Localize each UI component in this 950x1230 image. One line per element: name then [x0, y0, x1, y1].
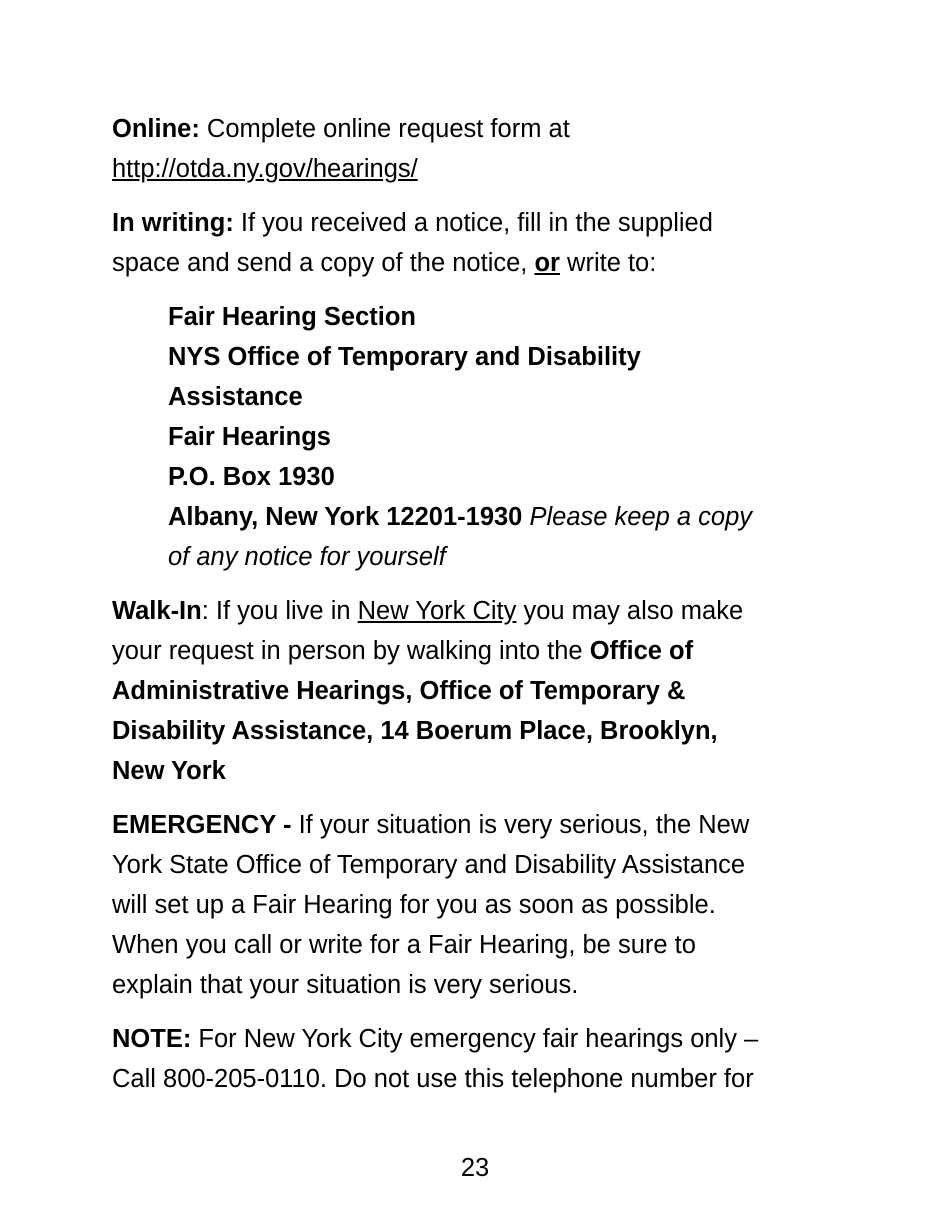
emergency-text: If your situation is very serious, the New	[291, 811, 750, 839]
writing-label: In writing:	[112, 209, 234, 237]
writing-text: write to:	[559, 249, 657, 277]
office-name: Administrative Hearings, Office of Temporary &	[112, 677, 686, 705]
walkin-text: : If you live in	[201, 597, 358, 625]
emergency-paragraph	[112, 805, 852, 1005]
copy-note: Please keep a copy	[522, 503, 753, 531]
writing-paragraph	[112, 203, 852, 283]
writing-text: space and send a copy of the notice,	[112, 249, 535, 277]
address-line: Albany, New York 12201-1930	[168, 503, 523, 531]
emergency-text: When you call or write for a Fair Hearing, be sure to	[112, 931, 696, 959]
emergency-text: York State Office of Temporary and Disability Assistance	[112, 851, 746, 879]
address-line: NYS Office of Temporary and Disability	[168, 343, 641, 371]
address-line: Fair Hearings	[168, 423, 331, 451]
walkin-label: Walk-In	[112, 597, 202, 625]
note-paragraph	[112, 1019, 852, 1099]
note-text: Call 800-205-0110. Do not use this telephone number for	[112, 1065, 754, 1093]
online-text: Complete online request form at	[199, 115, 570, 143]
online-label: Online:	[112, 115, 200, 143]
copy-note: of any notice for yourself	[168, 543, 446, 571]
page-number: 23	[460, 1154, 490, 1182]
office-name: Office of	[589, 637, 694, 665]
address-line: Assistance	[168, 383, 303, 411]
emergency-text: will set up a Fair Hearing for you as soon as possible.	[112, 891, 716, 919]
note-label: NOTE:	[112, 1025, 192, 1053]
emergency-label: EMERGENCY -	[112, 811, 292, 839]
address-line: P.O. Box 1930	[168, 463, 335, 491]
document-body	[112, 109, 852, 1113]
note-text: For New York City emergency fair hearings only –	[191, 1025, 759, 1053]
walkin-text: your request in person by walking into the	[112, 637, 590, 665]
office-address: New York	[112, 757, 226, 785]
emergency-text: explain that your situation is very serious.	[112, 971, 579, 999]
writing-text: If you received a notice, fill in the supplied	[233, 209, 713, 237]
mailing-address	[112, 297, 852, 577]
address-line: Fair Hearing Section	[168, 303, 416, 331]
walkin-paragraph	[112, 591, 852, 791]
hearings-link[interactable]: http://otda.ny.gov/hearings/	[112, 155, 418, 183]
online-paragraph	[112, 109, 852, 189]
or-emphasis: or	[534, 249, 560, 277]
office-address: Disability Assistance, 14 Boerum Place, Brooklyn,	[112, 717, 718, 745]
walkin-text: you may also make	[516, 597, 744, 625]
nyc-link[interactable]: New York City	[357, 597, 517, 625]
